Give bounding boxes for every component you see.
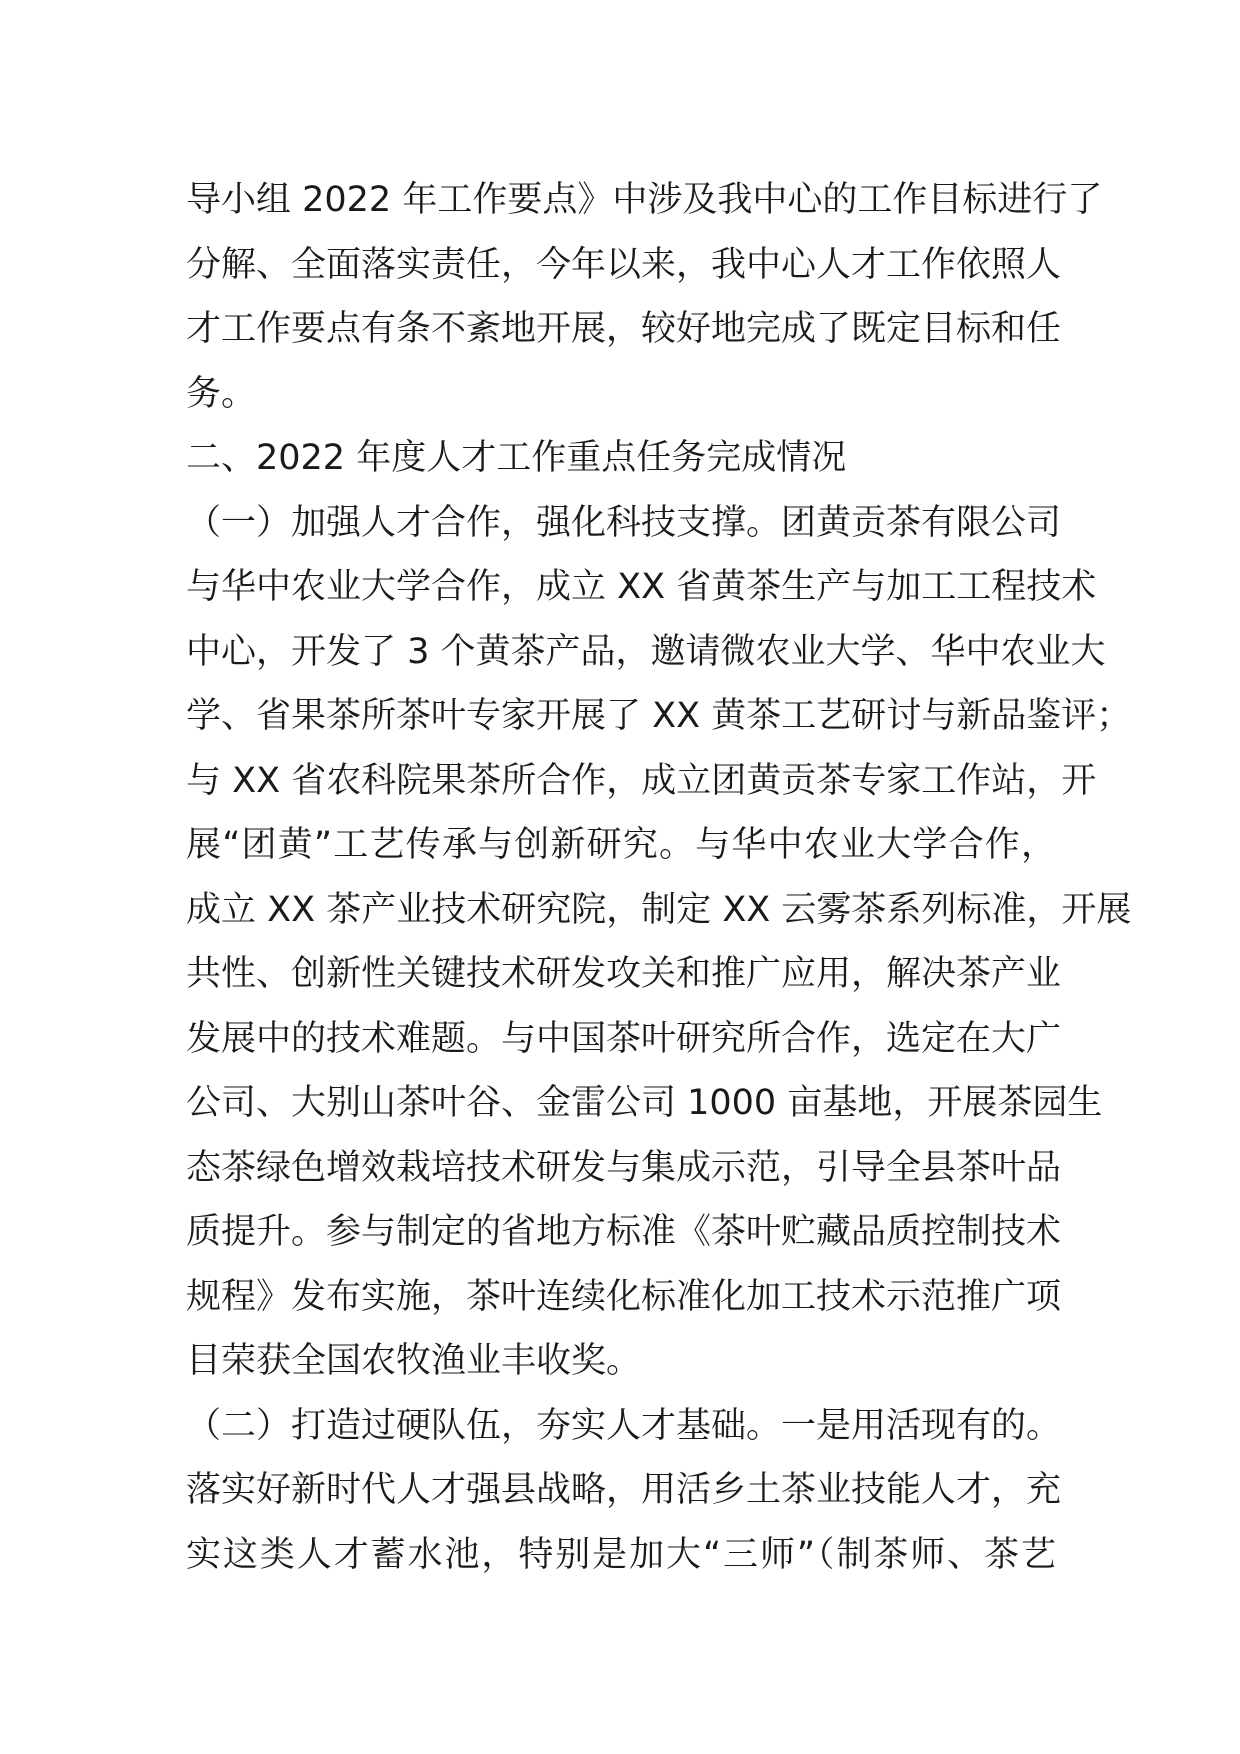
text-line: 质提升。参与制定的省地方标准《茶叶贮藏品质控制技术 [186, 1212, 1062, 1252]
text-line: 公司、大别山茶叶谷、金雷公司 1000 亩基地，开展茶园生 [186, 1083, 1103, 1123]
text-line: 与华中农业大学合作，成立 XX 省黄茶生产与加工工程技术 [186, 567, 1097, 607]
text-line: 学、省果茶所茶叶专家开展了 XX 黄茶工艺研讨与新品鉴评； [186, 696, 1132, 736]
text-line: 实这类人才蓄水池，特别是加大“三师”（制茶师、茶艺 [186, 1534, 1056, 1575]
text-line: 导小组 2022 年工作要点》中涉及我中心的工作目标进行了 [186, 180, 1103, 220]
document-body [186, 168, 1132, 1587]
text-line: 落实好新时代人才强县战略，用活乡土茶业技能人才，充 [186, 1470, 1062, 1510]
text-line: 才工作要点有条不紊地开展，较好地完成了既定目标和任 [186, 309, 1062, 349]
text-line: 目荣获全国农牧渔业丰收奖。 [186, 1341, 642, 1381]
text-line: 展“团黄”工艺传承与创新研究。与华中农业大学合作， [186, 825, 1056, 865]
text-line: （二）打造过硬队伍，夯实人才基础。一是用活现有的。 [186, 1405, 1062, 1446]
text-line: 规程》发布实施，茶叶连续化标准化加工技术示范推广项 [186, 1276, 1062, 1317]
text-line: 发展中的技术难题。与中国茶叶研究所合作，选定在大广 [186, 1018, 1062, 1059]
text-line: 共性、创新性关键技术研发攻关和推广应用，解决茶产业 [186, 954, 1062, 994]
text-line: 与 XX 省农科院果茶所合作，成立团黄贡茶专家工作站，开 [186, 760, 1097, 801]
text-line: 态茶绿色增效栽培技术研发与集成示范，引导全县茶叶品 [186, 1147, 1062, 1188]
text-line: 务。 [186, 373, 257, 414]
text-line: （一）加强人才合作，强化科技支撑。团黄贡茶有限公司 [186, 502, 1062, 543]
text-line: 中心，开发了 3 个黄茶产品，邀请微农业大学、华中农业大 [186, 631, 1106, 672]
section-heading: 二、2022 年度人才工作重点任务完成情况 [186, 438, 847, 478]
text-line: 分解、全面落实责任，今年以来，我中心人才工作依照人 [186, 244, 1062, 285]
text-line: 成立 XX 茶产业技术研究院，制定 XX 云雾茶系列标准，开展 [186, 889, 1132, 930]
